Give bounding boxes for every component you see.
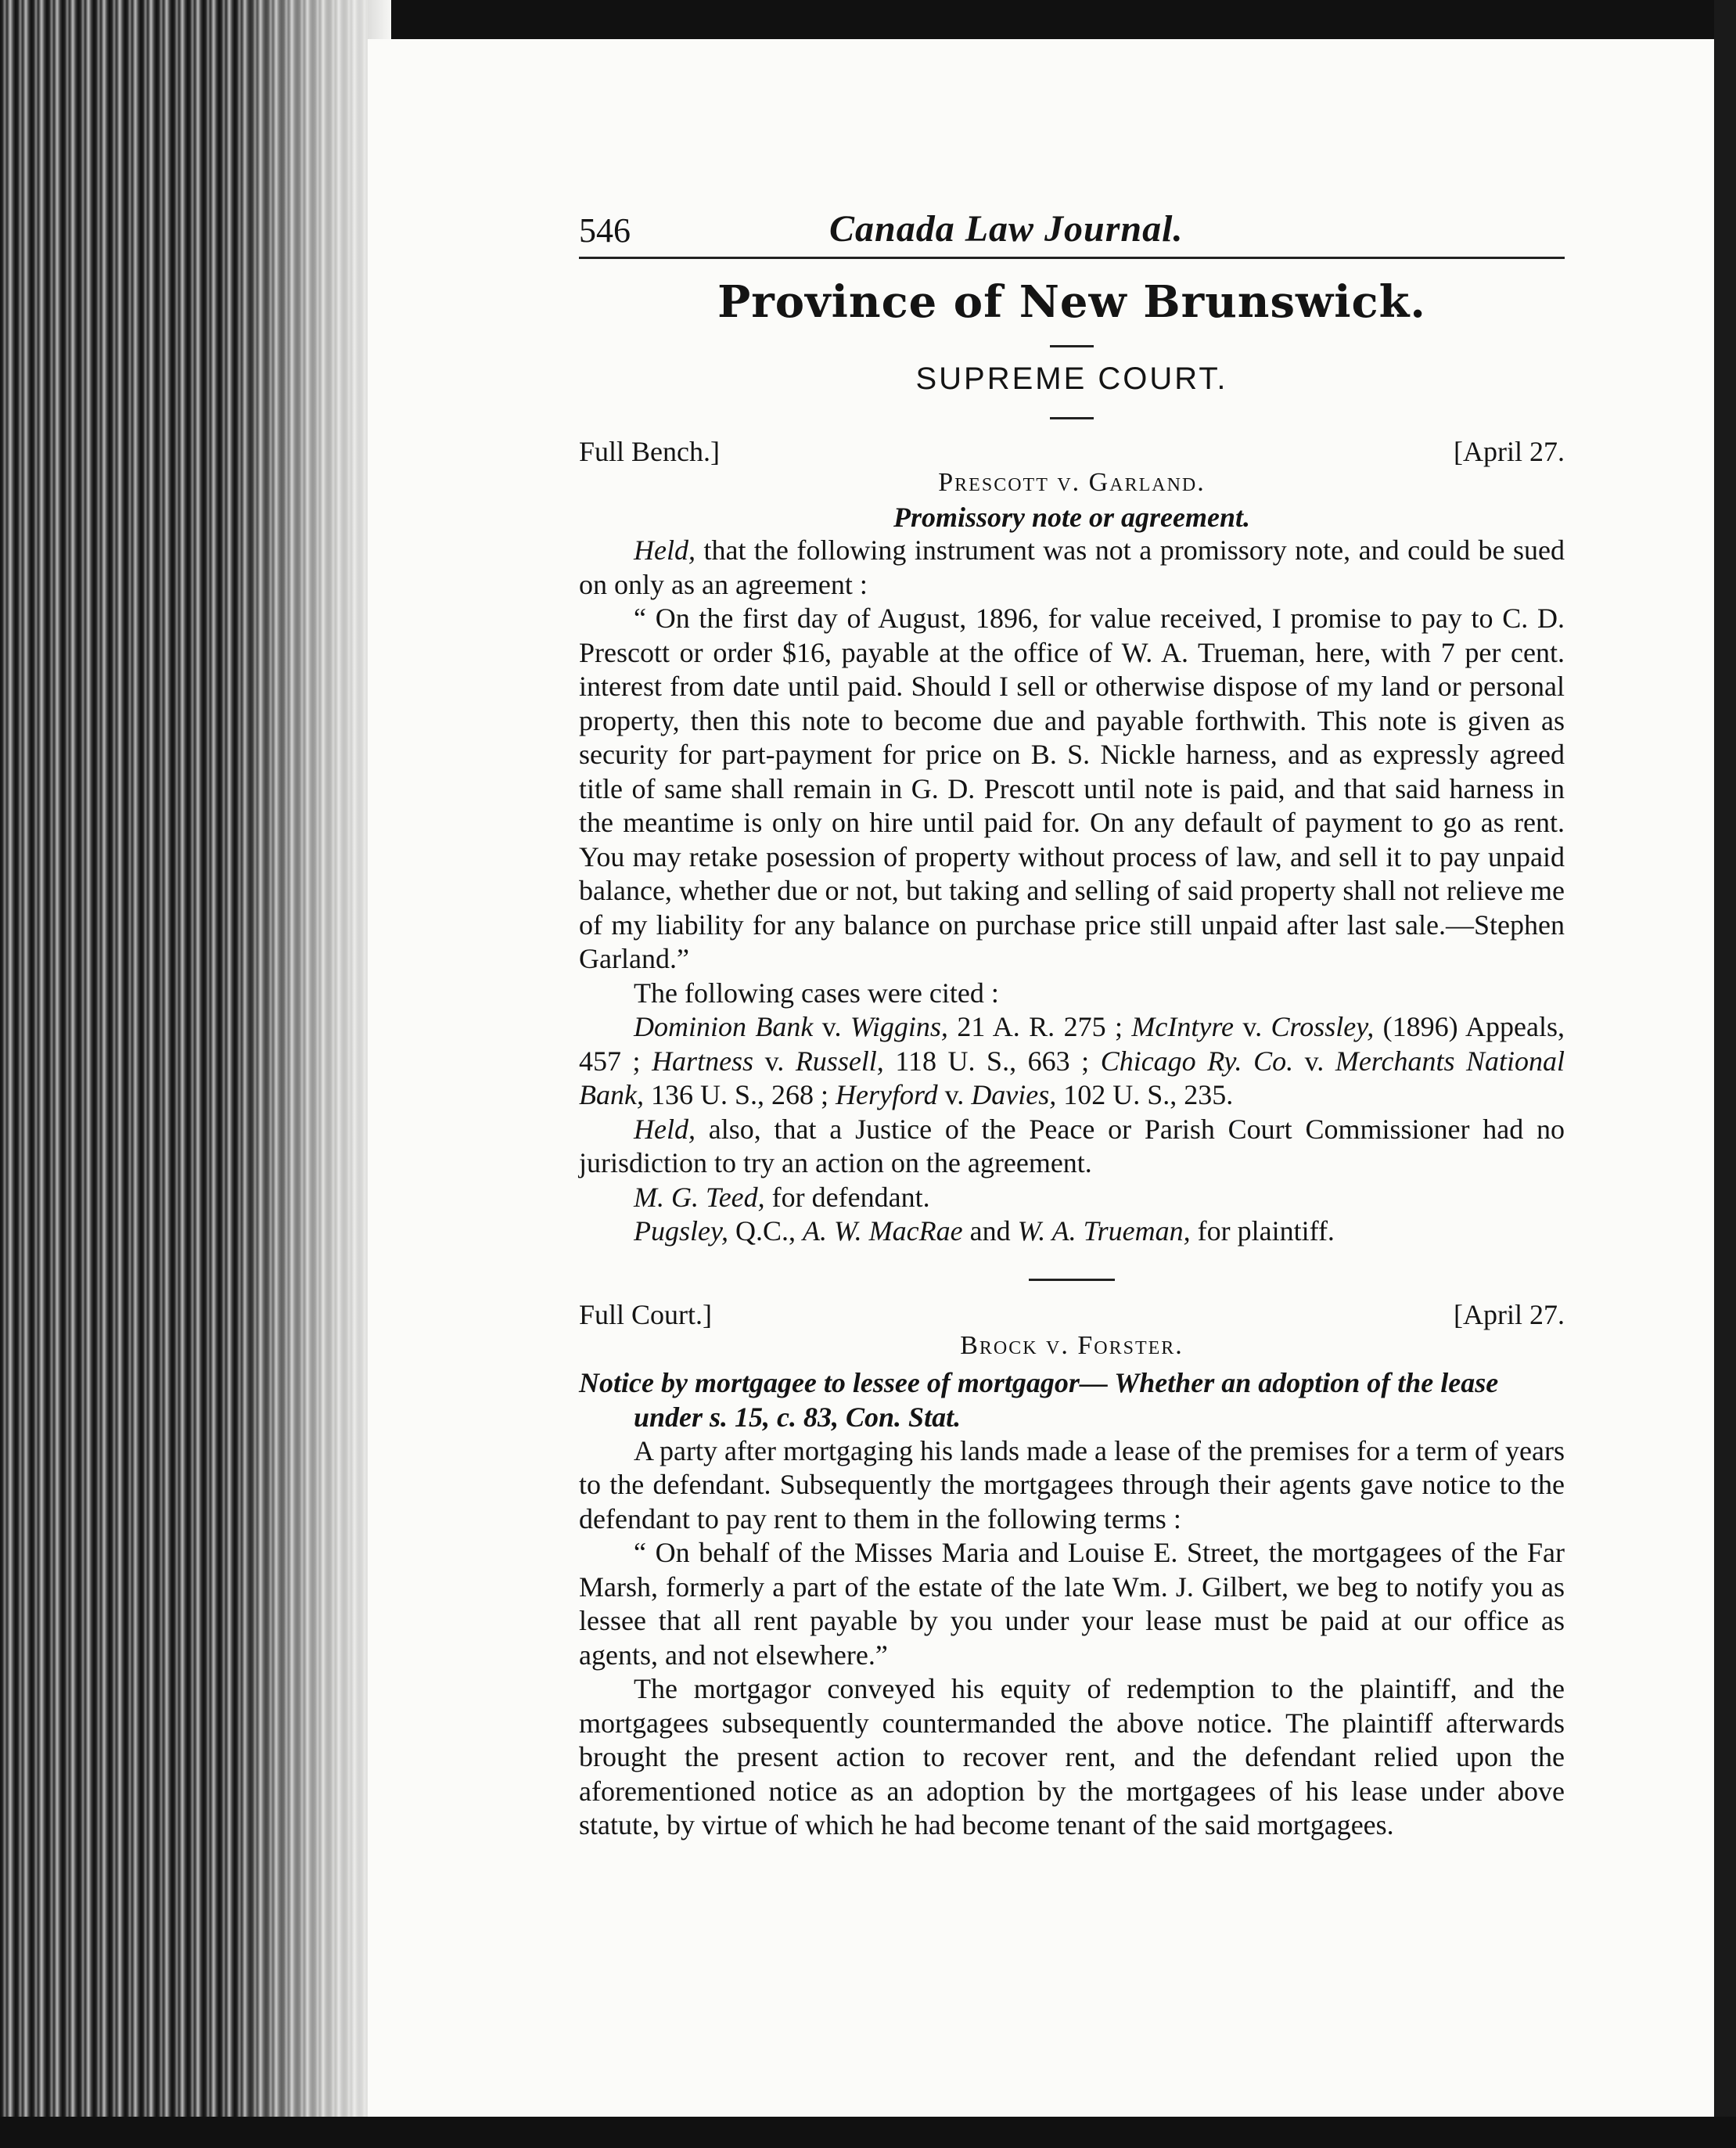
counsel-name: Pugsley,	[634, 1215, 728, 1247]
citation-text: v.	[753, 1045, 796, 1077]
counsel-plaintiff	[579, 1214, 1565, 1249]
cited-intro: The following cases were cited :	[634, 977, 999, 1009]
citation-name: Hartness	[652, 1045, 754, 1077]
citation-name: Merchants National Bank,	[579, 1045, 1565, 1110]
held-text: that the following instrument was not a promissory note, and could be sued on only as an agreement :	[579, 534, 1565, 600]
citation-name: Crossley,	[1271, 1011, 1375, 1042]
case-meta	[579, 435, 1565, 468]
citation-name: Heryford	[836, 1079, 938, 1110]
counsel-text: and	[962, 1215, 1018, 1247]
case-date: [April 27.	[1454, 1298, 1565, 1330]
citation-name: Dominion Bank	[634, 1011, 814, 1042]
court-heading: SUPREME COURT.	[915, 362, 1228, 396]
held-paragraph	[579, 534, 1565, 602]
journal-page	[579, 203, 1565, 1843]
case-subject-line: under s. 15, c. 83, Con. Stat.	[634, 1401, 961, 1433]
citation-text: v.	[937, 1079, 972, 1110]
case-divider	[1029, 1279, 1115, 1281]
citation-text: 118 U. S., 663 ;	[883, 1045, 1101, 1077]
citation-name: Davies,	[971, 1079, 1057, 1110]
quoted-instrument: “ On the first day of August, 1896, for value received, I promise to pay to C. D. Prescott or order $16, payable at the office of W. A. Trueman, here, with 7 per cent. interest from date until paid. Should I sell or otherwise dispose of my land or personal property, then this note to become due and payable forthwith. This note is given as security for part-payment for price on B. S. Nickle harness, and as expressly agreed title of same shall remain in G. D. Prescott until note is paid, and that said harness in the meantime is only on hire until paid for. On any default of payment to go as rent. You may retake posession of property without process of law, and sell it to pay unpaid balance, whether due or not, but taking and selling of said property shall not relieve me of my liability for any balance on purchase price still unpaid after last sale.—Stephen Garland.”	[579, 603, 1565, 974]
counsel-name: W. A. Trueman,	[1017, 1215, 1191, 1247]
citation-name: Russell,	[795, 1045, 884, 1077]
counsel-text: Q.C.,	[728, 1215, 803, 1247]
scan-border-right	[1714, 0, 1736, 2148]
counsel-name: A. W. MacRae	[803, 1215, 963, 1247]
page-header	[579, 203, 1565, 259]
citation-text: v.	[1293, 1045, 1335, 1077]
citation-text: (1896) Appeals, 457 ;	[579, 1011, 1565, 1077]
case-subject-line: Notice by mortgagee to lessee of mortgagor— Whether an adoption of the lease	[579, 1366, 1499, 1398]
quoted-notice: “ On behalf of the Misses Maria and Louise E. Street, the mortgagees of the Far Marsh, formerly a part of the estate of the late Wm. J. Gilbert, we beg to notify you as lessee that all rent payable by you under your lease must be paid at our office as agents, and not elsewhere.”	[579, 1537, 1565, 1671]
citation-name: Wiggins,	[850, 1011, 948, 1042]
citation-name: Chicago Ry. Co.	[1100, 1045, 1294, 1077]
section-heading: Province of New Brunswick.	[717, 276, 1426, 328]
citation-text: 102 U. S., 235.	[1056, 1079, 1234, 1110]
scan-border-bottom	[0, 2117, 1736, 2148]
bench-label: Full Court.]	[579, 1298, 713, 1330]
bench-label: Full Bench.]	[579, 436, 720, 467]
case-date: [April 27.	[1454, 436, 1565, 467]
citation-text: v.	[813, 1011, 850, 1042]
facts-paragraph: A party after mortgaging his lands made a lease of the premises for a term of years to the defendant. Subsequently the mortgagees through their agents gave notice to the defendant to pay rent to them in the following terms :	[579, 1434, 1565, 1535]
citation-text: 21 A. R. 275 ;	[947, 1011, 1132, 1042]
divider	[1050, 417, 1094, 419]
case-subject: Promissory note or agreement.	[893, 502, 1250, 533]
page-number: 546	[579, 211, 631, 250]
counsel-defendant	[579, 1181, 1565, 1215]
facts-paragraph-2: The mortgagor conveyed his equity of redemption to the plaintiff, and the mortgagees subsequently countermanded the above notice. The plaintiff afterwards brought the present action to recover rent, and the defendant relied upon the aforementioned notice as an adoption by the mortgagees of his lease under above statute, by virtue of which he had become tenant of the said mortgagees.	[579, 1673, 1565, 1840]
held-paragraph-2	[579, 1113, 1565, 1181]
citation-text: 136 U. S., 268 ;	[643, 1079, 836, 1110]
case-title: Brock v. Forster.	[960, 1330, 1184, 1360]
case-title: Prescott v. Garland.	[938, 468, 1206, 497]
running-head: Canada Law Journal.	[829, 208, 1184, 250]
held-label: Held,	[634, 1113, 695, 1145]
divider	[1050, 345, 1094, 347]
held-text: also, that a Justice of the Peace or Parish Court Commissioner had no jurisdiction to try an action on the agreement.	[579, 1113, 1565, 1178]
counsel-name: M. G. Teed,	[634, 1181, 765, 1213]
counsel-role: for defendant.	[764, 1181, 930, 1213]
case-subject	[579, 1365, 1565, 1434]
citation-text: v.	[1234, 1011, 1271, 1042]
citation-name: McIntyre	[1131, 1011, 1235, 1042]
citations-paragraph	[579, 1010, 1565, 1113]
counsel-role: for plaintiff.	[1190, 1215, 1335, 1247]
case-meta	[579, 1298, 1565, 1331]
held-label: Held,	[634, 534, 695, 566]
